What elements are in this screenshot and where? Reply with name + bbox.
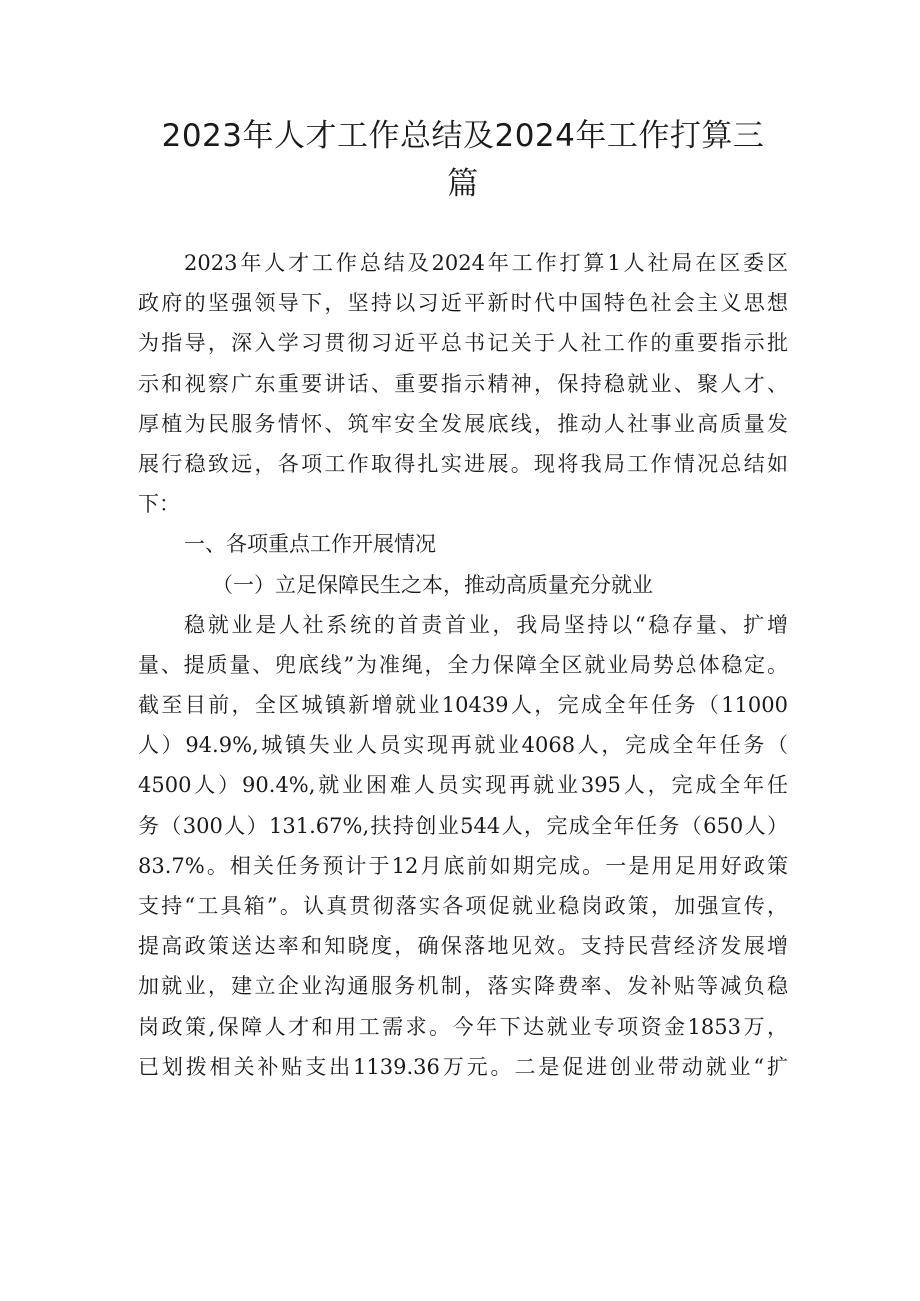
text-line: 提高政策送达率和知晓度，确保落地见效。支持民营经济发展增 — [138, 934, 788, 959]
document-body — [138, 243, 788, 1087]
title-line-1: 2023年人才工作总结及2024年工作打算三 — [161, 118, 765, 154]
text-line: 加就业，建立企业沟通服务机制，落实降费率、发补贴等减负稳 — [138, 974, 788, 999]
text-line: 已划拨相关补贴支出1139.36万元。二是促进创业带动就业“扩 — [138, 1054, 788, 1079]
paragraph-intro — [138, 243, 788, 524]
text-line: 务（300人）131.67%,扶持创业544人，完成全年任务（650人） — [138, 813, 788, 838]
text-line: 83.7%。相关任务预计于12月底前如期完成。一是用足用好政策 — [138, 853, 788, 878]
text-line: 下： — [138, 492, 180, 517]
text-line: 政府的坚强领导下，坚持以习近平新时代中国特色社会主义思想 — [138, 291, 788, 316]
text-line: 4500人）90.4%,就业困难人员实现再就业395人，完成全年任 — [138, 773, 788, 798]
text-line: 为指导，深入学习贯彻习近平总书记关于人社工作的重要指示批 — [138, 331, 788, 356]
document-page — [138, 0, 788, 1087]
section-heading: 一、各项重点工作开展情况 — [184, 532, 436, 557]
subsection-heading: （一）立足保障民生之本，推动高质量充分就业 — [212, 572, 653, 597]
text-line: 稳就业是人社系统的首责首业，我局坚持以“稳存量、扩增 — [184, 612, 788, 637]
text-line: 岗政策,保障人才和用工需求。今年下达就业专项资金1853万， — [138, 1014, 788, 1039]
text-line: 示和视察广东重要讲话、重要指示精神，保持稳就业、聚人才、 — [138, 371, 788, 396]
text-line: 人）94.9%,城镇失业人员实现再就业4068人，完成全年任务（ — [138, 733, 788, 758]
text-line: 展行稳致远，各项工作取得扎实进展。现将我局工作情况总结如 — [138, 451, 788, 476]
title-line-2: 篇 — [447, 166, 479, 202]
text-line: 厚植为民服务情怀、筑牢安全发展底线，推动人社事业高质量发 — [138, 411, 788, 436]
text-line: 量、提质量、兜底线”为准绳，全力保障全区就业局势总体稳定。 — [138, 652, 788, 677]
text-line: 截至目前，全区城镇新增就业10439人，完成全年任务（11000 — [138, 693, 788, 718]
paragraph-employment — [138, 605, 788, 1087]
text-line: 2023年人才工作总结及2024年工作打算1人社局在区委区 — [184, 251, 788, 275]
text-line: 支持“工具箱”。认真贯彻落实各项促就业稳岗政策，加强宣传， — [138, 894, 788, 918]
document-title — [138, 112, 788, 208]
